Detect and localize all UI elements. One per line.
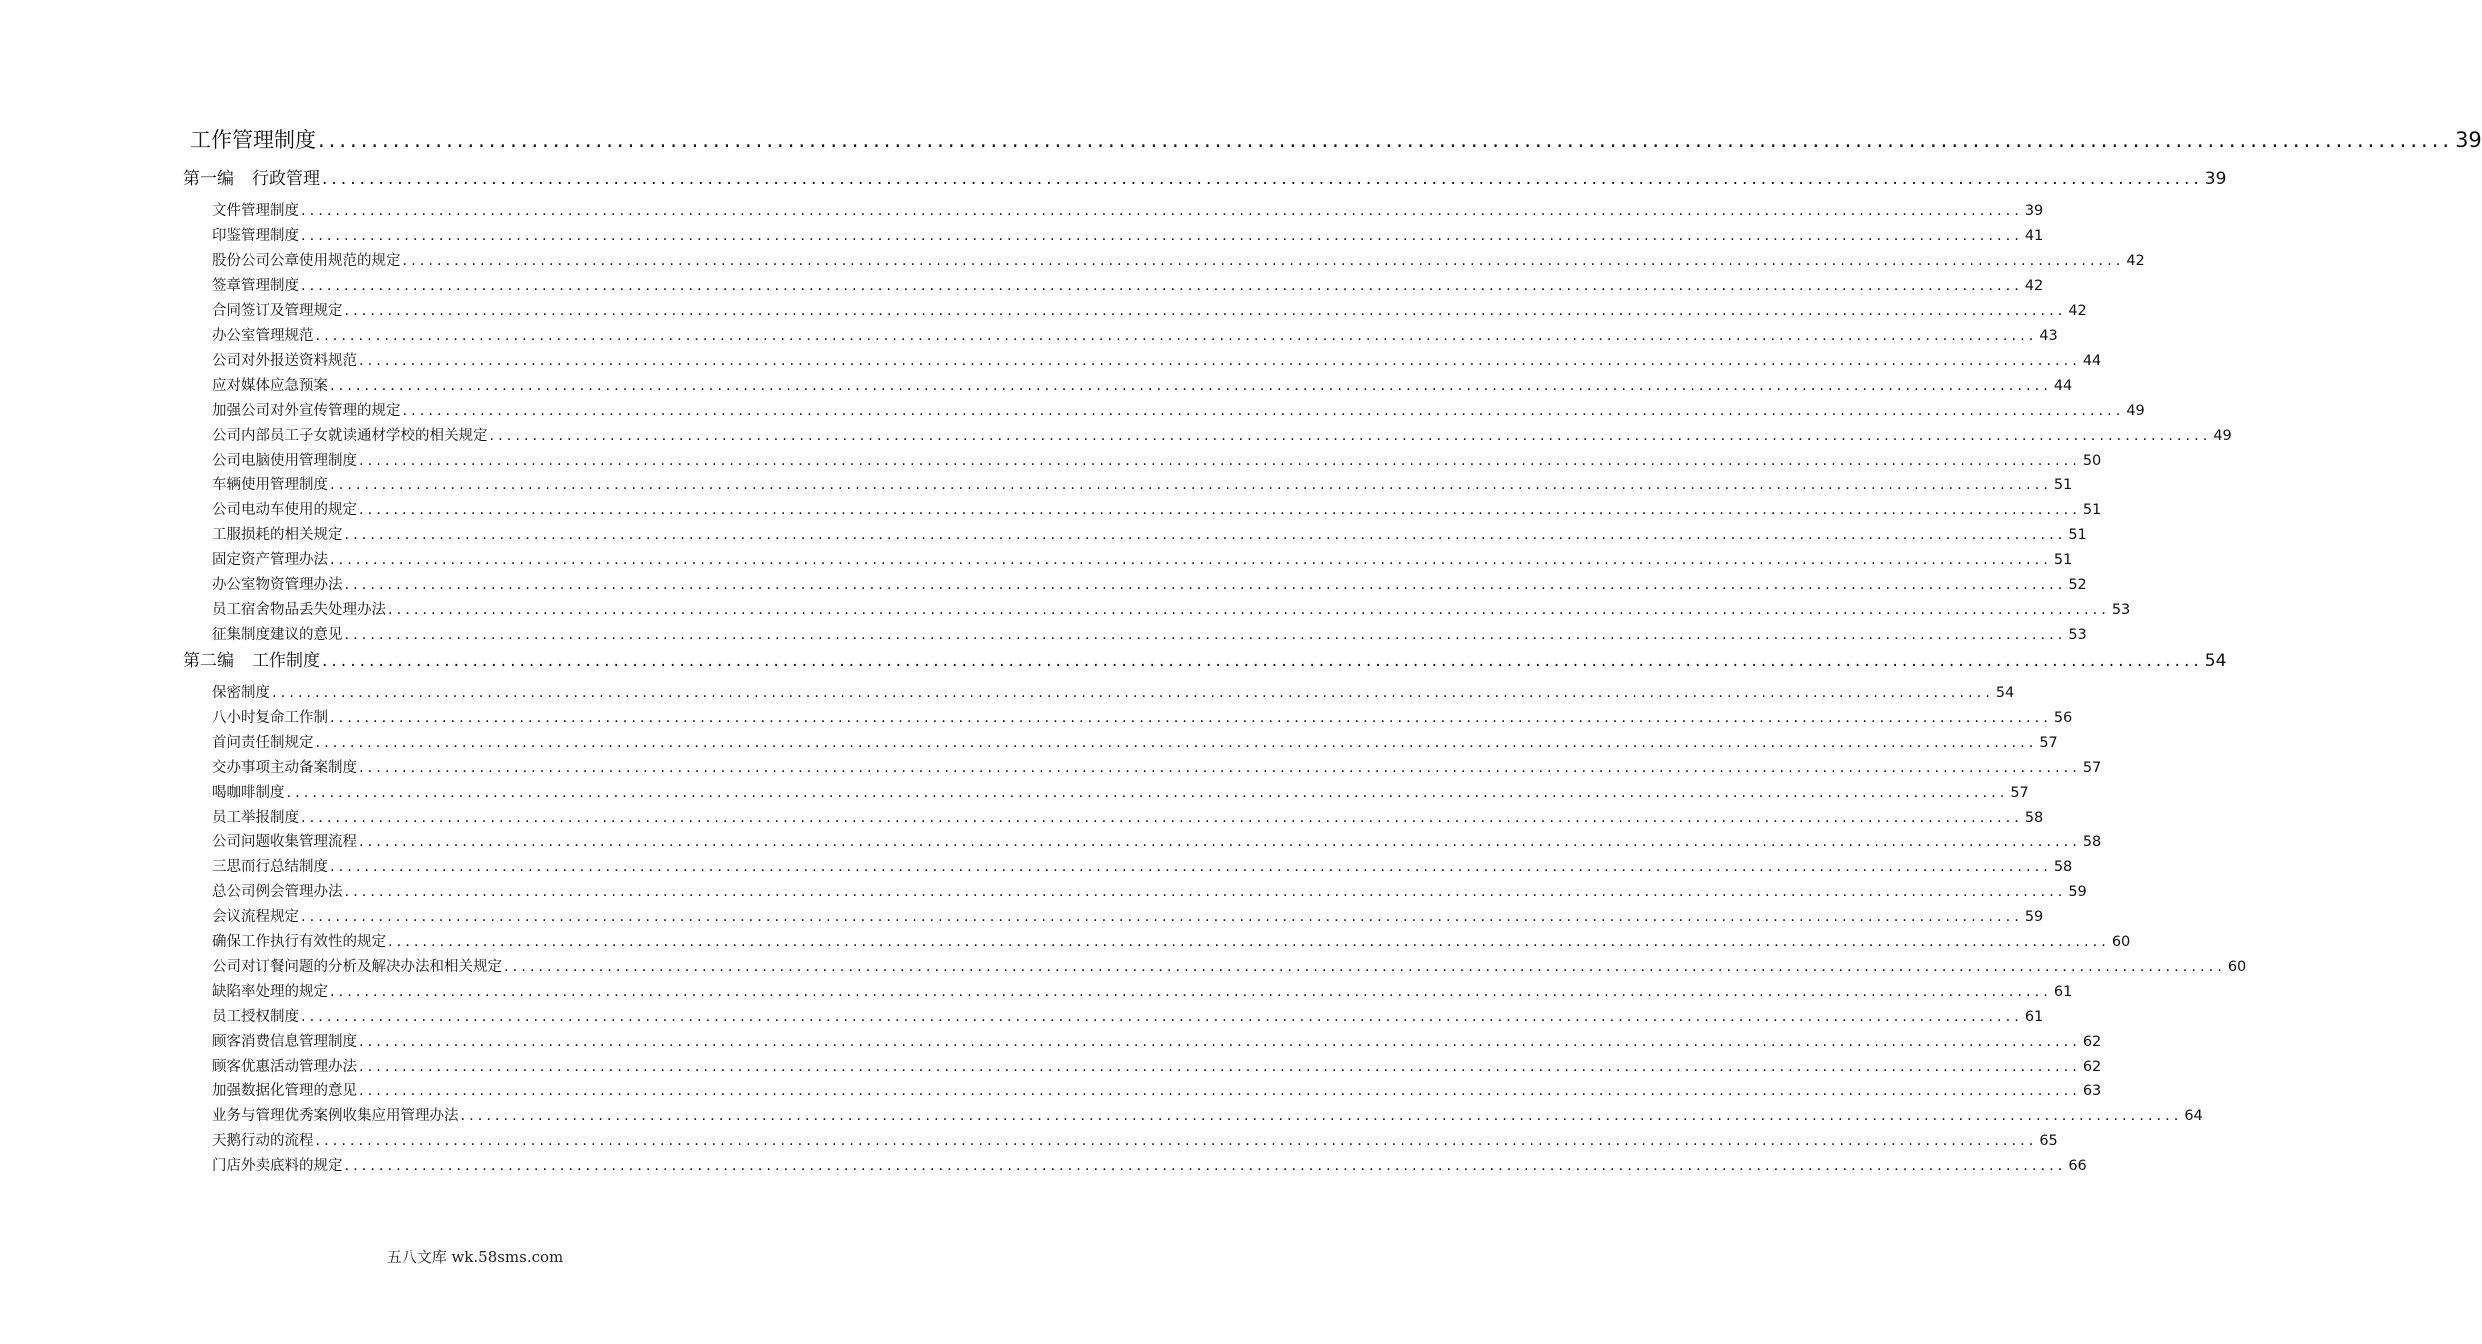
leader-dots: ........................................................................................................................................................................................................ bbox=[301, 203, 2023, 219]
toc-part1-entry[interactable] bbox=[183, 164, 2227, 189]
toc-item-label: 公司内部员工子女就读通材学校的相关规定 bbox=[212, 427, 488, 444]
toc-item-label: 公司电动车使用的规定 bbox=[212, 502, 357, 519]
leader-dots: ........................................................................................................................................................................................................ bbox=[318, 128, 2454, 152]
toc-item[interactable] bbox=[212, 930, 2131, 951]
toc-page-number: 66 bbox=[2068, 1158, 2087, 1175]
toc-item-label: 公司问题收集管理流程 bbox=[212, 834, 357, 851]
toc-page-number: 49 bbox=[2213, 427, 2232, 444]
toc-page-number: 60 bbox=[2111, 934, 2131, 950]
leader-dots: ........................................................................................................................................................................................................ bbox=[286, 784, 2009, 801]
toc-item[interactable] bbox=[212, 756, 2102, 777]
leader-dots: ........................................................................................................................................................................................................ bbox=[359, 1058, 2081, 1075]
toc-item-label: 公司对订餐问题的分析及解决办法和相关规定 bbox=[212, 958, 502, 975]
toc-item[interactable] bbox=[212, 1055, 2102, 1076]
toc-item[interactable] bbox=[212, 523, 2087, 544]
toc-item[interactable] bbox=[212, 374, 2073, 395]
toc-title-label: 工作管理制度 bbox=[190, 128, 316, 152]
toc-item-label: 合同签订及管理规定 bbox=[212, 302, 343, 319]
toc-item-label: 股份公司公章使用规范的规定 bbox=[212, 252, 401, 269]
toc-page-number: 44 bbox=[2082, 352, 2102, 369]
toc-item-label: 总公司例会管理办法 bbox=[212, 884, 343, 901]
toc-page-number: 42 bbox=[2024, 277, 2044, 294]
toc-item-label: 顾客消费信息管理制度 bbox=[212, 1033, 357, 1050]
toc-title-entry[interactable] bbox=[190, 124, 2482, 154]
toc-item[interactable] bbox=[212, 224, 2044, 245]
toc-item[interactable] bbox=[212, 349, 2102, 370]
leader-dots: ........................................................................................................................................................................................................ bbox=[322, 169, 2203, 189]
toc-page-number: 49 bbox=[2126, 402, 2145, 419]
leader-dots: ........................................................................................................................................................................................................ bbox=[489, 427, 2212, 444]
toc-page-number: 64 bbox=[2184, 1108, 2203, 1125]
toc-item-label: 顾客优惠活动管理办法 bbox=[212, 1058, 357, 1075]
toc-page-number: 52 bbox=[2068, 577, 2087, 594]
toc-page-number: 51 bbox=[2053, 477, 2073, 494]
toc-page-number: 58 bbox=[2053, 859, 2073, 876]
leader-dots: ........................................................................................................................................................................................................ bbox=[344, 527, 2067, 544]
toc-item[interactable] bbox=[212, 855, 2073, 876]
toc-item[interactable] bbox=[212, 1030, 2102, 1051]
toc-item[interactable] bbox=[212, 1005, 2044, 1026]
leader-dots: ........................................................................................................................................................................................................ bbox=[315, 1133, 2038, 1150]
toc-item-label: 公司电脑使用管理制度 bbox=[212, 452, 357, 469]
toc-item-label: 固定资产管理办法 bbox=[212, 552, 328, 569]
leader-dots: ........................................................................................................................................................................................................ bbox=[330, 983, 2052, 1000]
toc-item[interactable] bbox=[212, 598, 2131, 619]
toc-item[interactable] bbox=[212, 249, 2145, 270]
toc-page-number: 53 bbox=[2111, 602, 2131, 619]
toc-page-number: 44 bbox=[2053, 377, 2073, 394]
toc-item-label: 会议流程规定 bbox=[212, 909, 299, 926]
toc-item-label: 征集制度建议的意见 bbox=[212, 627, 343, 644]
leader-dots: ........................................................................................................................................................................................................ bbox=[359, 452, 2081, 469]
toc-part-label: 第二编 工作制度 bbox=[183, 651, 320, 671]
toc-page-number: 58 bbox=[2082, 834, 2102, 851]
toc-item-label: 三思而行总结制度 bbox=[212, 859, 328, 876]
toc-item-label: 应对媒体应急预案 bbox=[212, 377, 328, 394]
toc-item-label: 门店外卖底料的规定 bbox=[212, 1158, 343, 1175]
toc-item[interactable] bbox=[212, 830, 2102, 851]
toc-page-number: 58 bbox=[2024, 809, 2044, 826]
toc-page-number: 61 bbox=[2053, 983, 2073, 1000]
toc-item[interactable] bbox=[212, 623, 2087, 644]
toc-page-number: 62 bbox=[2082, 1058, 2102, 1075]
toc-item[interactable] bbox=[212, 1154, 2087, 1175]
toc-page-number: 56 bbox=[2053, 709, 2073, 726]
leader-dots: ........................................................................................................................................................................................................ bbox=[402, 402, 2125, 419]
leader-dots: ........................................................................................................................................................................................................ bbox=[272, 685, 1994, 701]
toc-page-number: 59 bbox=[2068, 884, 2087, 901]
toc-page-number: 65 bbox=[2039, 1133, 2058, 1150]
leader-dots: ........................................................................................................................................................................................................ bbox=[504, 958, 2226, 975]
toc-item-label: 公司对外报送资料规范 bbox=[212, 352, 357, 369]
toc-item[interactable] bbox=[212, 955, 2247, 976]
toc-item-label: 工服损耗的相关规定 bbox=[212, 527, 343, 544]
toc-item-label: 交办事项主动备案制度 bbox=[212, 759, 357, 776]
leader-dots: ........................................................................................................................................................................................................ bbox=[301, 277, 2023, 294]
leader-dots: ........................................................................................................................................................................................................ bbox=[344, 1158, 2067, 1175]
leader-dots: ........................................................................................................................................................................................................ bbox=[301, 809, 2023, 826]
leader-dots: ........................................................................................................................................................................................................ bbox=[460, 1108, 2183, 1125]
toc-item[interactable] bbox=[212, 1104, 2203, 1125]
toc-item[interactable] bbox=[212, 880, 2087, 901]
leader-dots: ........................................................................................................................................................................................................ bbox=[330, 377, 2052, 394]
leader-dots: ........................................................................................................................................................................................................ bbox=[301, 227, 2023, 244]
toc-item[interactable] bbox=[212, 980, 2073, 1001]
toc-item-label: 八小时复命工作制 bbox=[212, 709, 328, 726]
leader-dots: ........................................................................................................................................................................................................ bbox=[402, 252, 2125, 269]
leader-dots: ........................................................................................................................................................................................................ bbox=[315, 734, 2038, 751]
toc-item-label: 首问责任制规定 bbox=[212, 734, 314, 751]
toc-item[interactable] bbox=[212, 681, 2015, 702]
leader-dots: ........................................................................................................................................................................................................ bbox=[388, 602, 2110, 619]
toc-page-number: 61 bbox=[2024, 1008, 2044, 1025]
toc-item[interactable] bbox=[212, 274, 2044, 295]
toc-item[interactable] bbox=[212, 199, 2044, 220]
toc-part2-entry[interactable] bbox=[183, 646, 2227, 671]
toc-item-label: 加强公司对外宣传管理的规定 bbox=[212, 402, 401, 419]
leader-dots: ........................................................................................................................................................................................................ bbox=[330, 477, 2052, 494]
leader-dots: ........................................................................................................................................................................................................ bbox=[359, 352, 2081, 369]
toc-item[interactable] bbox=[212, 573, 2087, 594]
leader-dots: ........................................................................................................................................................................................................ bbox=[330, 552, 2052, 569]
leader-dots: ........................................................................................................................................................................................................ bbox=[359, 1083, 2081, 1100]
toc-item-label: 缺陷率处理的规定 bbox=[212, 983, 328, 1000]
toc-page-number: 42 bbox=[2068, 302, 2087, 319]
toc-item-label: 车辆使用管理制度 bbox=[212, 477, 328, 494]
leader-dots: ........................................................................................................................................................................................................ bbox=[344, 884, 2067, 901]
toc-item-label: 印鉴管理制度 bbox=[212, 227, 299, 244]
leader-dots: ........................................................................................................................................................................................................ bbox=[388, 934, 2110, 950]
toc-item-label: 保密制度 bbox=[212, 685, 270, 701]
toc-page-number: 57 bbox=[2039, 734, 2058, 751]
leader-dots: ........................................................................................................................................................................................................ bbox=[359, 759, 2081, 776]
leader-dots: ........................................................................................................................................................................................................ bbox=[344, 302, 2067, 319]
toc-item[interactable] bbox=[212, 706, 2073, 727]
toc-page-number: 63 bbox=[2082, 1083, 2102, 1100]
toc-item[interactable] bbox=[212, 299, 2087, 320]
toc-page-number: 51 bbox=[2068, 527, 2087, 544]
leader-dots: ........................................................................................................................................................................................................ bbox=[330, 709, 2052, 726]
toc-page-number: 59 bbox=[2024, 909, 2044, 926]
leader-dots: ........................................................................................................................................................................................................ bbox=[322, 651, 2203, 671]
toc-item[interactable] bbox=[212, 781, 2029, 802]
toc-page-number: 42 bbox=[2126, 252, 2145, 269]
toc-item-label: 天鹅行动的流程 bbox=[212, 1133, 314, 1150]
toc-item[interactable] bbox=[212, 399, 2145, 420]
leader-dots: ........................................................................................................................................................................................................ bbox=[359, 834, 2081, 851]
toc-item[interactable] bbox=[212, 498, 2102, 519]
toc-page-number: 54 bbox=[2204, 651, 2227, 671]
toc-item-label: 办公室管理规范 bbox=[212, 327, 314, 344]
toc-item[interactable] bbox=[212, 473, 2073, 494]
toc-item[interactable] bbox=[212, 324, 2058, 345]
toc-item[interactable] bbox=[212, 1079, 2102, 1100]
toc-page-number: 51 bbox=[2082, 502, 2102, 519]
toc-item[interactable] bbox=[212, 731, 2058, 752]
toc-item-label: 业务与管理优秀案例收集应用管理办法 bbox=[212, 1108, 459, 1125]
toc-item[interactable] bbox=[212, 548, 2073, 569]
toc-page-number: 39 bbox=[2455, 128, 2482, 152]
toc-item-label: 喝咖啡制度 bbox=[212, 784, 285, 801]
toc-page-number: 41 bbox=[2024, 227, 2044, 244]
leader-dots: ........................................................................................................................................................................................................ bbox=[344, 627, 2067, 644]
toc-page-number: 43 bbox=[2039, 327, 2058, 344]
toc-page-number: 53 bbox=[2068, 627, 2087, 644]
leader-dots: ........................................................................................................................................................................................................ bbox=[301, 1008, 2023, 1025]
toc-page-number: 62 bbox=[2082, 1033, 2102, 1050]
leader-dots: ........................................................................................................................................................................................................ bbox=[301, 909, 2023, 926]
leader-dots: ........................................................................................................................................................................................................ bbox=[344, 577, 2067, 594]
toc-item[interactable] bbox=[212, 1129, 2058, 1150]
toc-page-number: 39 bbox=[2024, 203, 2044, 219]
toc-item-label: 确保工作执行有效性的规定 bbox=[212, 934, 386, 950]
toc-item[interactable] bbox=[212, 806, 2044, 827]
footer-watermark: 五八文库 wk.58sms.com bbox=[386, 1248, 564, 1266]
toc-page-number: 51 bbox=[2053, 552, 2073, 569]
toc-item-label: 签章管理制度 bbox=[212, 277, 299, 294]
toc-page-number: 54 bbox=[1995, 685, 2015, 701]
leader-dots: ........................................................................................................................................................................................................ bbox=[359, 502, 2081, 519]
toc-page-number: 57 bbox=[2010, 784, 2029, 801]
toc-part-label: 第一编 行政管理 bbox=[183, 169, 320, 189]
leader-dots: ........................................................................................................................................................................................................ bbox=[330, 859, 2052, 876]
toc-item[interactable] bbox=[212, 449, 2102, 470]
toc-item-label: 文件管理制度 bbox=[212, 203, 299, 219]
toc-page-number: 60 bbox=[2227, 958, 2247, 975]
toc-page-number: 39 bbox=[2204, 169, 2227, 189]
toc-item-label: 员工举报制度 bbox=[212, 809, 299, 826]
toc-item[interactable] bbox=[212, 905, 2044, 926]
leader-dots: ........................................................................................................................................................................................................ bbox=[359, 1033, 2081, 1050]
toc-item[interactable] bbox=[212, 424, 2232, 445]
toc-page-number: 57 bbox=[2082, 759, 2102, 776]
toc-item-label: 员工宿舍物品丢失处理办法 bbox=[212, 602, 386, 619]
toc-item-label: 员工授权制度 bbox=[212, 1008, 299, 1025]
toc-page-number: 50 bbox=[2082, 452, 2102, 469]
toc-item-label: 加强数据化管理的意见 bbox=[212, 1083, 357, 1100]
toc-item-label: 办公室物资管理办法 bbox=[212, 577, 343, 594]
leader-dots: ........................................................................................................................................................................................................ bbox=[315, 327, 2038, 344]
